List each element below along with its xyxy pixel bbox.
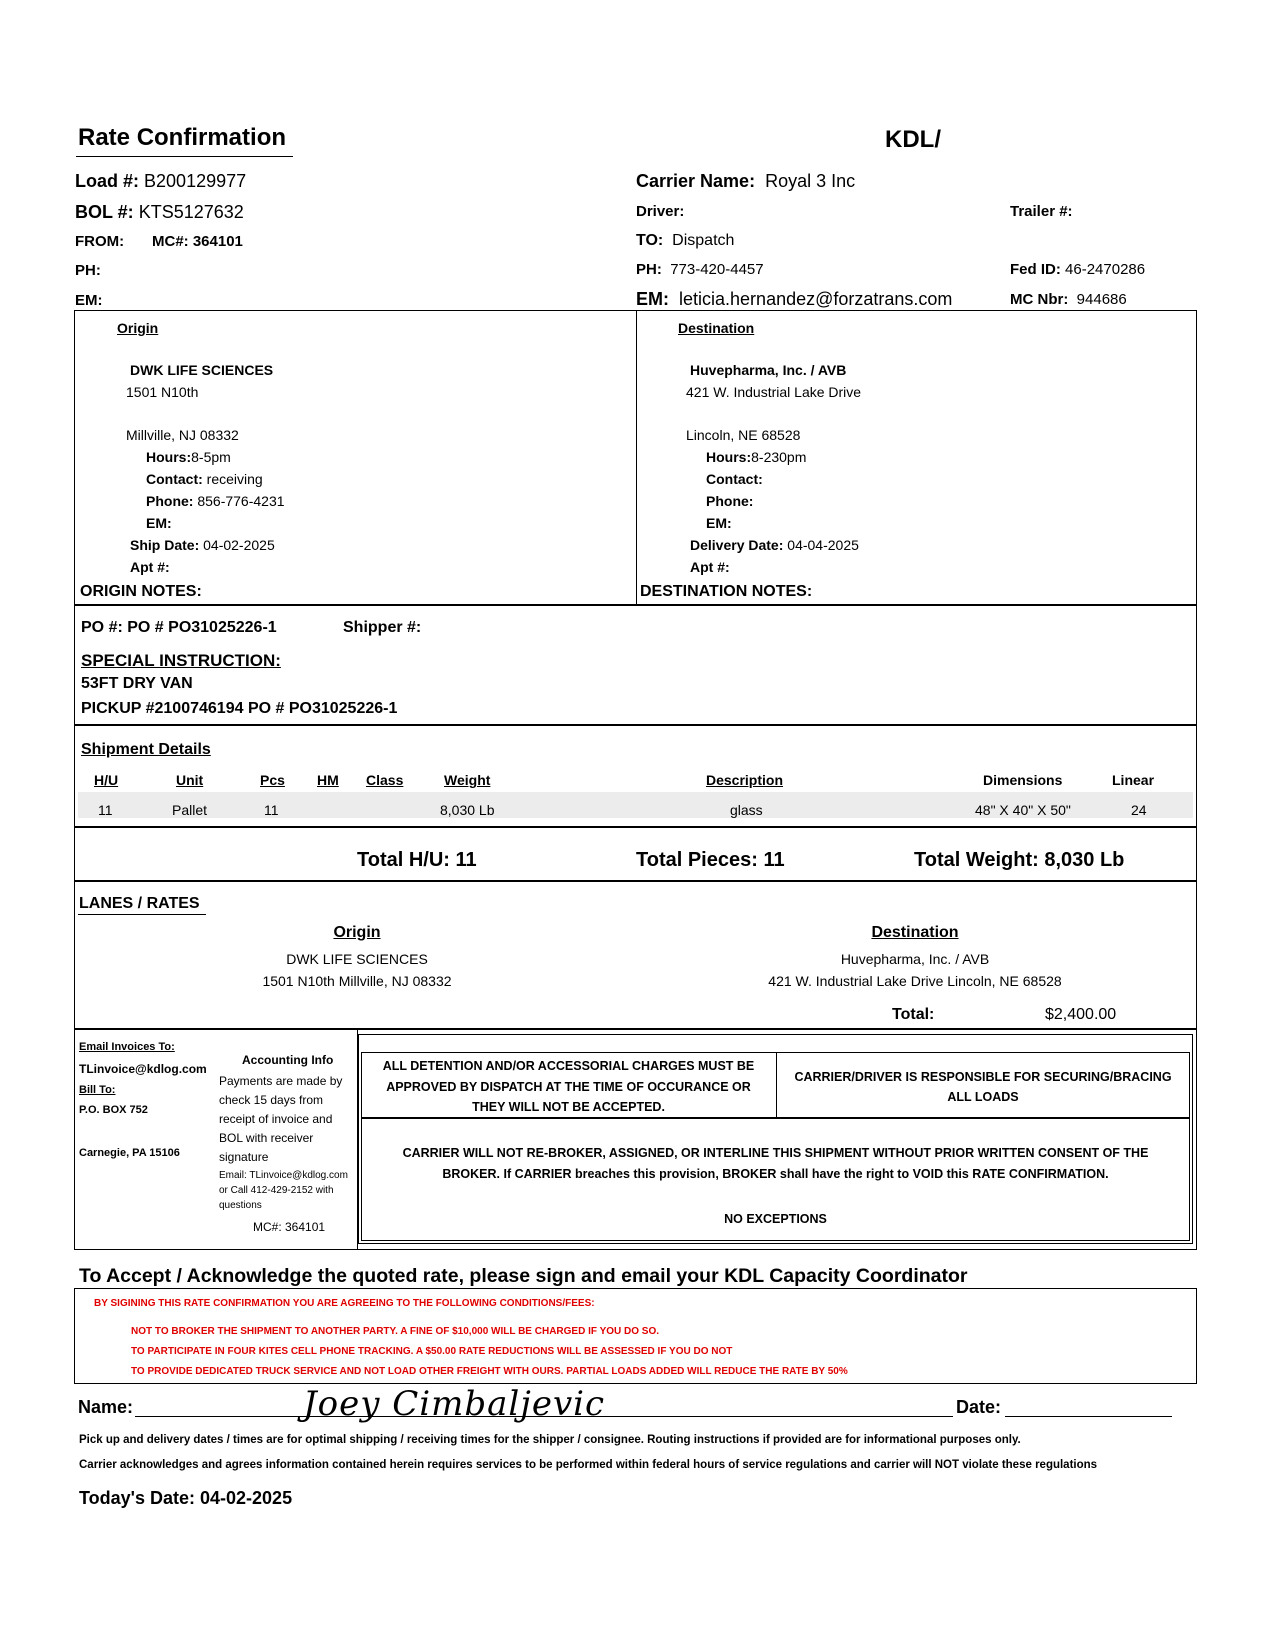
lanes-heading: LANES / RATES [79,895,200,912]
origin-ship-date: Ship Date: 04-02-2025 [130,537,275,553]
col-class: Class [366,772,404,788]
destination-contact: Contact: [706,471,763,487]
accounting-heading: Accounting Info [242,1053,334,1067]
conditions-intro: BY SIGINING THIS RATE CONFIRMATION YOU ARE AGREEING TO THE FOLLOWING CONDITIONS/FEES: [94,1298,595,1309]
lanes-total-value: $2,400.00 [1045,1006,1117,1023]
destination-notes-label: DESTINATION NOTES: [640,583,813,600]
row-unit: Pallet [172,802,208,818]
footer-line2: Carrier acknowledges and agrees information contained herein requires services to be performed within federal hours of service regulations and carrier will NOT violate these regulations [79,1459,1098,1471]
row-weight: 8,030 Lb [440,802,495,818]
shipper-number-label: Shipper #: [343,619,422,636]
condition-3: TO PROVIDE DEDICATED TRUCK SERVICE AND NOT LOAD OTHER FREIGHT WITH OURS. PARTIAL LOADS ADDED WILL REDUCE THE RATE BY 50% [131,1366,848,1377]
origin-hours: Hours:8-5pm [146,449,231,465]
from-ph-label: PH: [75,262,101,279]
lanes-total-label: Total: [892,1006,935,1023]
detention-line1: ALL DETENTION AND/OR ACCESSORIAL CHARGES MUST BE [382,1059,755,1073]
row-description: glass [730,802,763,818]
accounting-line4: BOL with receiver [219,1131,314,1145]
destination-hours: Hours:8-230pm [706,449,807,465]
accounting-email-line2: or Call 412-429-2152 with [219,1185,334,1196]
col-dimensions: Dimensions [983,772,1063,788]
origin-phone: Phone: 856-776-4231 [146,493,285,509]
detention-line2: APPROVED BY DISPATCH AT THE TIME OF OCCURANCE OR [386,1080,751,1094]
load-number: Load #: B200129977 [75,171,247,191]
lanes-origin-heading: Origin [333,924,381,941]
rebroker-line1: CARRIER WILL NOT RE-BROKER, ASSIGNED, OR INTERLINE THIS SHIPMENT WITHOUT PRIOR WRITTEN CONSENT OF THE [402,1146,1149,1160]
bill-to-city: Carnegie, PA 15106 [79,1147,180,1159]
col-hm: HM [317,772,339,788]
trailer-label: Trailer #: [1010,203,1073,220]
accounting-line1: Payments are made by [219,1074,343,1088]
name-label: Name: [78,1397,134,1417]
page-title: Rate Confirmation [78,124,287,151]
date-label: Date: [956,1397,1002,1417]
lanes-destination-name: Huvepharma, Inc. / AVB [840,951,990,967]
carrier-phone: PH: 773-420-4457 [636,261,764,278]
origin-notes-label: ORIGIN NOTES: [80,583,202,600]
lanes-destination-address: 421 W. Industrial Lake Drive Lincoln, NE 68528 [768,973,1062,989]
condition-2: TO PARTICIPATE IN FOUR KITES CELL PHONE TRACKING. A $50.00 RATE REDUCTIONS WILL BE ASSESSED IF YOU DO NOT [131,1346,733,1357]
from-mc: MC#: 364101 [152,233,243,250]
detention-line3: THEY WILL NOT BE ACCEPTED. [472,1100,665,1114]
destination-heading: Destination [678,320,755,336]
footer-line1: Pick up and delivery dates / times are for optimal shipping / receiving times for the shipper / consignee. Routing instructions if provided are for informational purposes only. [79,1434,1021,1446]
col-hu: H/U [94,772,119,788]
total-hu: Total H/U: 11 [357,849,477,871]
destination-apt: Apt #: [690,559,730,575]
special-instruction-line2: PICKUP #2100746194 PO # PO31025226-1 [81,700,398,717]
destination-em: EM: [706,515,732,531]
destination-address: 421 W. Industrial Lake Drive [686,384,862,400]
driver-label: Driver: [636,203,685,220]
accounting-line5: signature [219,1150,269,1164]
row-pcs: 11 [264,802,279,818]
bill-to-label: Bill To: [79,1084,116,1096]
invoice-email: TLinvoice@kdlog.com [79,1062,207,1076]
accounting-email-line1: Email: TLinvoice@kdlog.com [219,1170,348,1181]
destination-phone: Phone: [706,493,754,509]
destination-name: Huvepharma, Inc. / AVB [690,362,847,378]
bill-to-box: P.O. BOX 752 [79,1104,148,1116]
accounting-mc: MC#: 364101 [253,1220,326,1234]
email-invoices-label: Email Invoices To: [79,1041,175,1053]
lanes-origin-address: 1501 N10th Millville, NJ 08332 [262,973,452,989]
total-pieces: Total Pieces: 11 [636,849,785,871]
origin-apt: Apt #: [130,559,170,575]
special-instruction-label: SPECIAL INSTRUCTION: [81,651,281,670]
to-field: TO: Dispatch [636,232,735,249]
lanes-destination-heading: Destination [871,924,959,941]
title-underline [76,156,293,157]
origin-city: Millville, NJ 08332 [126,427,239,443]
accept-heading: To Accept / Acknowledge the quoted rate, please sign and email your KDL Capacity Coordinator [79,1265,968,1287]
todays-date: Today's Date: 04-02-2025 [79,1488,293,1508]
lanes-heading-underline [78,914,206,915]
signature: Joey Cimbaljevic [303,1384,606,1424]
col-weight: Weight [444,772,491,788]
fed-id: Fed ID: 46-2470286 [1010,261,1146,278]
securing-line2: ALL LOADS [947,1090,1019,1104]
origin-address: 1501 N10th [126,384,199,400]
col-pcs: Pcs [260,772,285,788]
row-hu: 11 [98,802,113,818]
date-line [1005,1416,1172,1417]
carrier-email: EM: leticia.hernandez@forzatrans.com [636,289,953,309]
bol-number: BOL #: KTS5127632 [75,202,244,222]
stops-divider [636,310,637,606]
origin-contact: Contact: receiving [146,471,263,487]
rebroker-line2: BROKER. If CARRIER breaches this provision, BROKER shall have the right to VOID this RATE CONFIRMATION. [442,1167,1109,1181]
row-dimensions: 48" X 40" X 50" [975,802,1071,818]
accounting-line3: receipt of invoice and [219,1112,333,1126]
condition-1: NOT TO BROKER THE SHIPMENT TO ANOTHER PARTY. A FINE OF $10,000 WILL BE CHARGED IF YOU DO SO. [131,1326,660,1337]
origin-heading: Origin [117,320,159,336]
col-description: Description [706,772,784,788]
accounting-line2: check 15 days from [219,1093,324,1107]
shipment-details-heading: Shipment Details [81,741,211,758]
terms-row1-divider [776,1052,777,1118]
destination-city: Lincoln, NE 68528 [686,427,801,443]
origin-em: EM: [146,515,172,531]
no-exceptions: NO EXCEPTIONS [724,1212,827,1226]
company-name: KDL/ [885,126,941,153]
destination-delivery-date: Delivery Date: 04-04-2025 [690,537,859,553]
carrier-name: Carrier Name: Royal 3 Inc [636,171,856,191]
mc-nbr: MC Nbr: 944686 [1010,291,1127,308]
col-linear: Linear [1112,772,1155,788]
col-unit: Unit [176,772,204,788]
po-number: PO #: PO # PO31025226-1 [81,619,277,636]
accounting-email-line3: questions [219,1200,262,1211]
securing-line1: CARRIER/DRIVER IS RESPONSIBLE FOR SECURING/BRACING [794,1070,1172,1084]
special-instruction-line1: 53FT DRY VAN [81,675,193,692]
total-weight: Total Weight: 8,030 Lb [914,849,1125,871]
from-label: FROM: [75,233,125,250]
row-linear: 24 [1131,802,1147,818]
lanes-origin-name: DWK LIFE SCIENCES [286,951,428,967]
origin-name: DWK LIFE SCIENCES [130,362,274,378]
from-em-label: EM: [75,292,103,309]
